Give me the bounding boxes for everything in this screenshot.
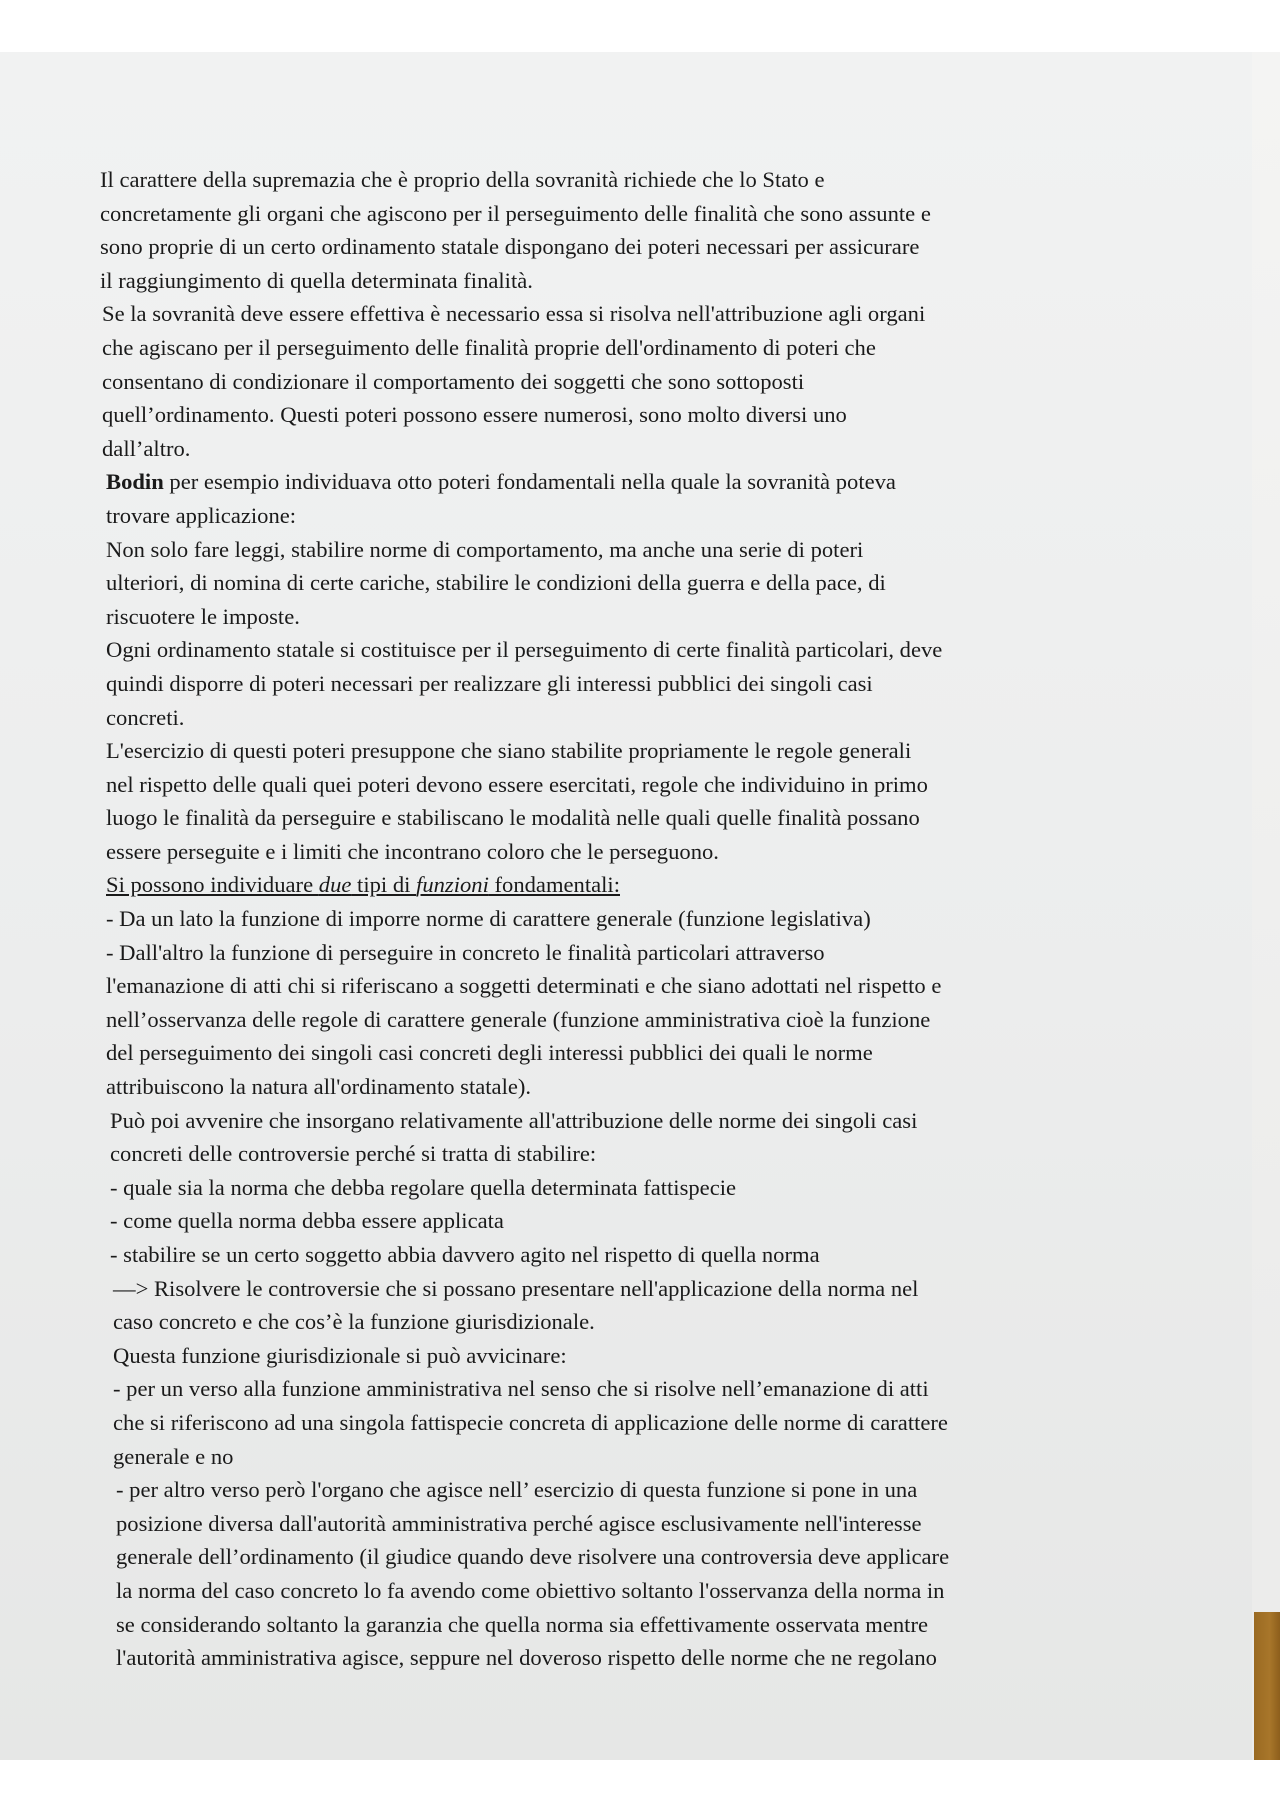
text-line: la norma del caso concreto lo fa avendo come obiettivo soltanto l'osservanza della norma in [116, 1577, 945, 1603]
text-span: per esempio individuava otto poteri fondamentali nella quale la sovranità poteva [163, 469, 896, 495]
text-line: Questa funzione giurisdizionale si può avvicinare: [113, 1342, 567, 1368]
text-line: Ogni ordinamento statale si costituisce per il perseguimento di certe finalità particolari, deve [106, 637, 943, 663]
list-item: - stabilire se un certo soggetto abbia davvero agito nel rispetto di quella norma [110, 1242, 820, 1267]
functions-heading [100, 868, 1130, 902]
text-line: riscuotere le imposte. [106, 603, 300, 629]
list-item: - come quella norma debba essere applicata [110, 1208, 504, 1234]
desk-wood-corner [1254, 1612, 1280, 1760]
text-line: posizione diversa dall'autorità amministrativa perché agisce esclusivamente nell'interesse [116, 1510, 922, 1536]
text-line: trovare applicazione: [106, 502, 297, 528]
list-item: - quale sia la norma che debba regolare quella determinata fattispecie [110, 1174, 737, 1200]
text-line: caso concreto e che cos’è la funzione giurisdizionale. [113, 1309, 595, 1335]
text-line: quindi disporre di poteri necessari per realizzare gli interessi pubblici dei singoli casi [106, 670, 873, 696]
photo-bottom-margin [0, 1760, 1280, 1811]
text-line: Può poi avvenire che insorgano relativamente all'attribuzione delle norme dei singoli casi [110, 1107, 918, 1133]
text-line: Se la sovranità deve essere effettiva è necessario essa si risolva nell'attribuzione agli organi [102, 301, 926, 327]
text-line: consentano di condizionare il comportamento dei soggetti che sono sottoposti [102, 368, 805, 394]
text-line: che agiscano per il perseguimento delle finalità proprie dell'ordinamento di poteri che [102, 334, 876, 360]
list-item: - per un verso alla funzione amministrativa nel senso che si risolve nell’emanazione di atti [113, 1376, 929, 1402]
text-line: quell’ordinamento. Questi poteri possono essere numerosi, sono molto diversi uno [102, 402, 847, 428]
heading-italic-due [319, 872, 352, 897]
text-line: nel rispetto delle quali quei poteri devono essere esercitati, regole che individuino in primo [106, 771, 928, 797]
text-line: che si riferiscono ad una singola fattispecie concreta di applicazione delle norme di carattere [113, 1409, 948, 1435]
text-line: nell’osservanza delle regole di carattere generale (funzione amministrativa cioè la funzione [106, 1006, 931, 1032]
text-line: attribuiscono la natura all'ordinamento statale). [106, 1074, 532, 1100]
heading-part: fondamentali: [488, 872, 620, 898]
heading-italic-funzioni [416, 872, 489, 897]
photo-top-margin [0, 0, 1280, 52]
text-line: concreti. [106, 704, 185, 730]
text-line: l'emanazione di atti chi si riferiscano a soggetti determinati e che siano adottati nel rispetto e [106, 973, 942, 999]
text-line: il raggiungimento di quella determinata finalità. [100, 267, 533, 293]
arrow-line: —> Risolvere le controversie che si possano presentare nell'applicazione della norma nel [113, 1275, 919, 1301]
italic-due: due [318, 872, 352, 898]
text-line: L'esercizio di questi poteri presuppone che siano stabilite propriamente le regole generali [106, 738, 912, 764]
text-line: se considerando soltanto la garanzia che quella norma sia effettivamente osservata mentre [116, 1611, 928, 1637]
list-item: - per altro verso però l'organo che agisce nell’ esercizio di questa funzione si pone in una [116, 1477, 918, 1503]
text-line: generale dell’ordinamento (il giudice quando deve risolvere una controversia deve applicare [116, 1544, 950, 1570]
italic-funzioni: funzioni [416, 872, 489, 898]
text-line: luogo le finalità da perseguire e stabiliscano le modalità nelle quali quelle finalità possano [106, 805, 920, 831]
text-line: essere perseguite e i limiti che incontrano coloro che le perseguono. [106, 838, 719, 864]
text-line: concretamente gli organi che agiscono per il perseguimento delle finalità che sono assunte e [100, 200, 931, 226]
text-line-bodin [100, 465, 1130, 499]
text-line: dall’altro. [102, 435, 191, 461]
text-line: concreti delle controversie perché si tratta di stabilire: [110, 1141, 597, 1167]
list-item: - Dall'altro la funzione di perseguire in concreto le finalità particolari attraverso [106, 939, 825, 965]
document-body [100, 163, 1130, 1675]
text-line: del perseguimento dei singoli casi concreti degli interessi pubblici dei quali le norme [106, 1040, 873, 1066]
heading-part: tipi di [351, 872, 417, 898]
text-line: generale e no [113, 1443, 234, 1469]
text-line: sono proprie di un certo ordinamento statale dispongano dei poteri necessari per assicurare [100, 234, 920, 260]
bold-name-bodin: Bodin [106, 469, 164, 495]
text-line: Non solo fare leggi, stabilire norme di comportamento, ma anche una serie di poteri [106, 536, 864, 562]
paper-right-edge [1252, 52, 1280, 1760]
text-line: Il carattere della supremazia che è proprio della sovranità richiede che lo Stato e [100, 167, 825, 192]
list-item: - Da un lato la funzione di imporre norme di carattere generale (funzione legislativa) [106, 906, 871, 932]
text-line: l'autorità amministrativa agisce, seppure nel doveroso rispetto delle norme che ne regolano [116, 1645, 937, 1671]
text-line: ulteriori, di nomina di certe cariche, stabilire le condizioni della guerra e della pace, di [106, 570, 886, 596]
heading-part: Si possono individuare [106, 872, 319, 898]
